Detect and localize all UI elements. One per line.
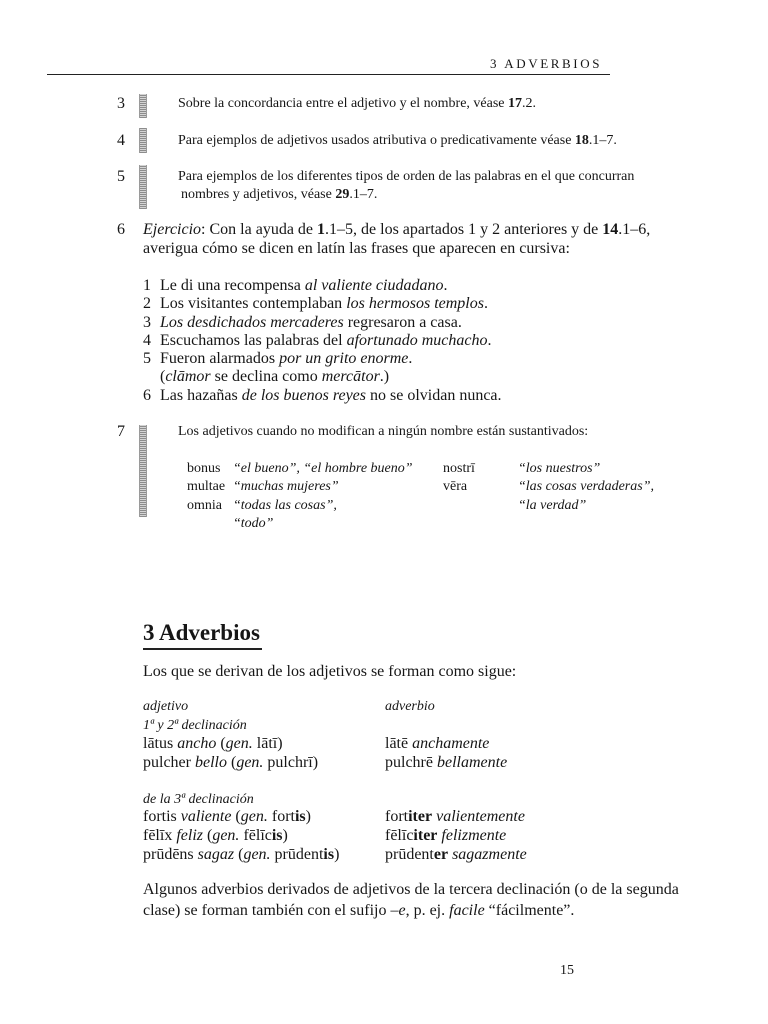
instruction-ref-number: 1 (317, 221, 326, 238)
note-number: 5 (117, 168, 125, 185)
latin-word: fēlīx (143, 827, 177, 844)
adjective-entry (143, 807, 311, 826)
note-ref-number: 29 (335, 187, 350, 202)
section-intro: Los que se derivan de los adjetivos se forman como sigue: (143, 663, 517, 680)
punct: ( (231, 808, 241, 825)
latin-word: pulchrē (385, 754, 437, 771)
genitive-form: pulchrī) (263, 754, 319, 771)
note-text-line-1 (178, 168, 634, 185)
note-ref-tail: .1–7. (349, 187, 378, 202)
note-text (178, 132, 617, 149)
gloss: “las cosas verdaderas”, (518, 479, 654, 494)
sentence-italic-phrase: afortunado muchacho (346, 332, 488, 349)
gloss: “el bueno”, “el hombre bueno” (233, 461, 413, 476)
genitive-stem: fort (267, 808, 295, 825)
note-text-run: nombres y adjetivos, véase (181, 187, 336, 202)
sentence-run: . (443, 277, 448, 294)
genitive-stem: fēlīc (239, 827, 272, 844)
note-run: se declina como (210, 368, 322, 385)
genitive-abbrev: gen. (240, 808, 268, 825)
note-ref-tail: .2. (522, 96, 537, 111)
gloss: “todo” (233, 516, 274, 531)
header-rule (47, 74, 610, 75)
sentence-5 (160, 349, 412, 368)
note-number: 3 (117, 95, 125, 112)
gloss: valientemente (432, 808, 525, 825)
sentence-run: . (487, 332, 492, 349)
adverb-ending: er (433, 846, 449, 863)
note-text-line-2 (181, 186, 377, 203)
note-text-run: Sobre la concordancia entre el adjetivo y el nombre, véase (178, 96, 509, 111)
margin-bar (139, 165, 147, 209)
paragraph-run: clase) se forman también con el sufijo (143, 902, 391, 919)
gloss: sagaz (197, 846, 235, 863)
punct: ( (203, 827, 213, 844)
latin-word: lātus (143, 735, 178, 752)
column-header-adjective: adjetivo (143, 699, 189, 714)
punct: ( (234, 846, 244, 863)
latin-word: lātē (385, 735, 413, 752)
page-number: 15 (560, 963, 574, 978)
punct: ( (216, 735, 226, 752)
margin-bar (139, 94, 147, 118)
adverb-stem: fēlīc (385, 827, 414, 844)
sentence-italic-phrase: de los buenos reyes (241, 387, 366, 404)
punct: ( (226, 754, 237, 771)
sentence-number: 1 (143, 277, 151, 294)
instruction-run: .1–5, de los apartados 1 y 2 anteriores y de (325, 221, 603, 238)
sentence-run: no se olvidan nunca. (366, 387, 502, 404)
note-text-run: Para ejemplos de los diferentes tipos de orden de las palabras en el que concurran (178, 169, 635, 184)
latin-word: pulcher (143, 754, 195, 771)
sentence-1 (160, 276, 447, 295)
genitive-abbrev: gen. (225, 735, 253, 752)
gloss: “todas las cosas”, (233, 498, 337, 513)
sentence-3 (160, 313, 462, 332)
sentence-run: Las hazañas (160, 387, 242, 404)
latin-word: vēra (443, 479, 468, 494)
gloss: valiente (180, 808, 232, 825)
closing-paragraph-line-1: Algunos adverbios derivados de adjetivos de la tercera declinación (o de la segunda (143, 881, 679, 898)
sentence-italic-phrase: los hermosos templos (346, 295, 484, 312)
adverb-stem: fort (385, 808, 409, 825)
adjective-entry (143, 826, 288, 845)
genitive-ending: is (294, 808, 306, 825)
margin-bar (139, 128, 147, 153)
adjective-entry (143, 753, 318, 772)
genitive-abbrev: gen. (212, 827, 240, 844)
note-text-run: Para ejemplos de adjetivos usados atributiva o predicativamente véase (178, 133, 575, 148)
exercise-instruction-line-1 (143, 220, 650, 239)
adverb-stem: prūdent (385, 846, 434, 863)
gloss: ancho (177, 735, 217, 752)
note-intro: Los adjetivos cuando no modifican a ningún nombre están sustantivados: (178, 424, 589, 439)
gloss: feliz (176, 827, 203, 844)
adverb-entry (385, 734, 489, 753)
sentence-run: Fueron alarmados (160, 350, 280, 367)
gloss: “muchas mujeres” (233, 479, 339, 494)
sentence-italic-phrase: Los desdichados mercaderes (160, 314, 344, 331)
sentence-number: 5 (143, 350, 151, 367)
sentence-run: . (408, 350, 413, 367)
latin-word: multae (187, 479, 226, 494)
paragraph-run: “fácilmente”. (484, 902, 575, 919)
sentence-2 (160, 294, 488, 313)
genitive-abbrev: gen. (243, 846, 271, 863)
sentence-run: Le di una recompensa (160, 277, 305, 294)
punct: ) (305, 808, 311, 825)
genitive-abbrev: gen. (236, 754, 264, 771)
gloss: anchamente (412, 735, 490, 752)
genitive-ending: is (323, 846, 335, 863)
gloss: “los nuestros” (518, 461, 601, 476)
running-header: 3 ADVERBIOS (490, 56, 603, 71)
sentence-6 (160, 386, 502, 405)
column-header-adverb: adverbio (385, 699, 435, 714)
note-run: .) (379, 368, 390, 385)
adverb-entry (385, 807, 525, 826)
adverb-entry (385, 826, 506, 845)
note-run: ( (160, 368, 166, 385)
note-number: 4 (117, 132, 125, 149)
adverb-entry (385, 845, 527, 864)
note-ref-number: 17 (508, 96, 523, 111)
sentence-number: 4 (143, 332, 151, 349)
margin-bar (139, 425, 147, 517)
gloss: bello (194, 754, 227, 771)
gloss: felizmente (437, 827, 507, 844)
group-label: de la 3ª declinación (143, 792, 254, 807)
exercise-label: Ejercicio (143, 221, 202, 238)
genitive-ending: is (271, 827, 283, 844)
note-number: 7 (117, 423, 125, 440)
paragraph-run: , p. ej. (405, 902, 450, 919)
gloss: “la verdad” (518, 498, 587, 513)
suffix: –e (390, 902, 406, 919)
sentence-number: 2 (143, 295, 151, 312)
genitive-stem: prūdent (270, 846, 324, 863)
latin-word: facile (449, 902, 485, 919)
closing-paragraph-line-2 (143, 901, 574, 920)
latin-word: nostrī (443, 461, 475, 476)
exercise-number: 6 (117, 221, 125, 238)
gloss: sagazmente (448, 846, 527, 863)
latin-word: prūdēns (143, 846, 198, 863)
note-ref-number: 18 (574, 133, 589, 148)
instruction-ref-number: 14 (602, 221, 619, 238)
note-ref-tail: .1–7. (588, 133, 617, 148)
sentence-italic-phrase: por un grito enorme (279, 350, 409, 367)
group-label: 1ª y 2ª declinación (143, 718, 247, 733)
adverb-ending: iter (413, 827, 438, 844)
sentence-italic-phrase: al valiente ciudadano (304, 277, 444, 294)
genitive-form: lātī) (252, 735, 283, 752)
sentence-run: . (483, 295, 488, 312)
latin-word: clāmor (165, 368, 211, 385)
latin-word: fortis (143, 808, 181, 825)
adjective-entry (143, 845, 339, 864)
latin-word: bonus (187, 461, 221, 476)
sentence-run: regresaron a casa. (343, 314, 462, 331)
sentence-number: 3 (143, 314, 151, 331)
exercise-instruction-line-2: averigua cómo se dicen en latín las frases que aparecen en cursiva: (143, 240, 570, 257)
adverb-entry (385, 753, 507, 772)
sentence-4 (160, 331, 491, 350)
adverb-ending: iter (408, 808, 433, 825)
latin-word: omnia (187, 498, 222, 513)
adjective-entry (143, 734, 283, 753)
punct: ) (334, 846, 340, 863)
section-heading: 3 Adverbios (143, 620, 260, 645)
heading-underline (143, 648, 262, 650)
gloss: bellamente (436, 754, 508, 771)
sentence-run: Los visitantes contemplaban (160, 295, 347, 312)
instruction-run: .1–6, (618, 221, 651, 238)
punct: ) (282, 827, 288, 844)
sentence-number: 6 (143, 387, 151, 404)
note-text (178, 95, 536, 112)
sentence-run: Escuchamos las palabras del (160, 332, 347, 349)
sentence-5-note (160, 367, 389, 386)
instruction-run: : Con la ayuda de (201, 221, 318, 238)
latin-word: mercātor (321, 368, 380, 385)
